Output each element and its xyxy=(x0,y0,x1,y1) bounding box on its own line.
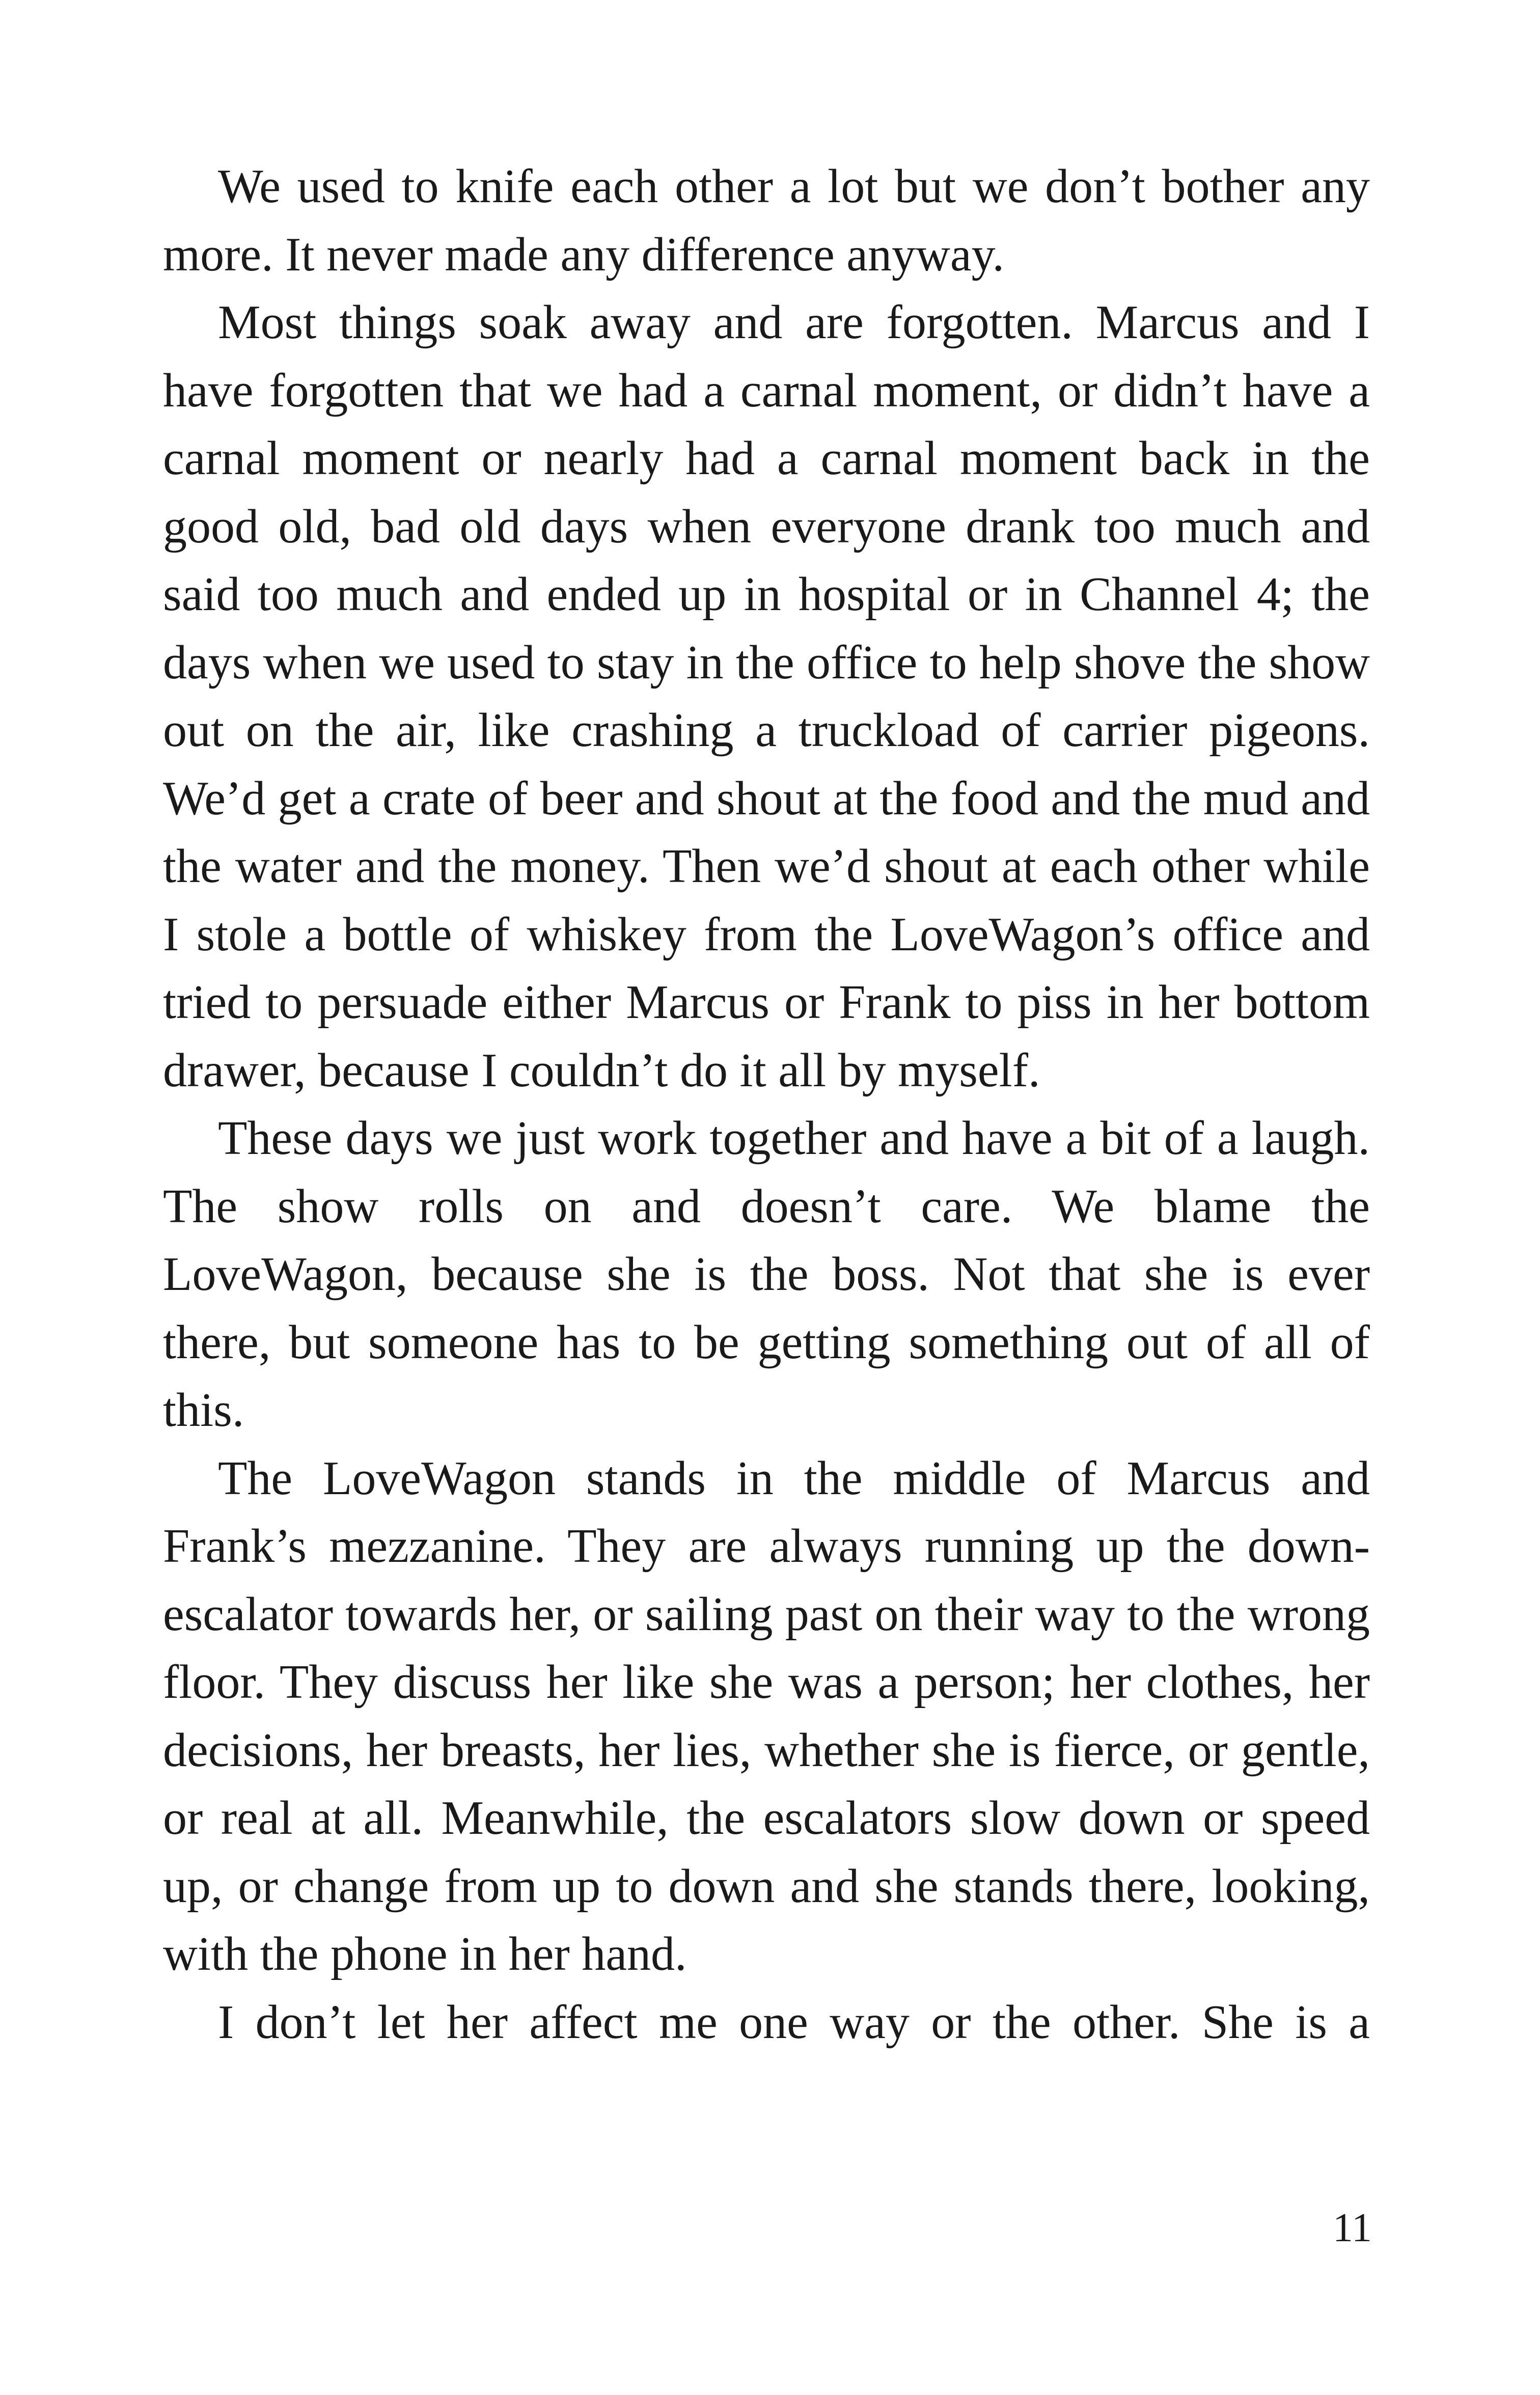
paragraph-2: Most things soak away and are forgotten. Marcus and I have forgotten that we had a carnal moment, or didn’t have a carnal moment or nearly had a carnal moment back in the good old, bad old days when everyone drank too much and said too much and ended up in hospital or in Channel 4; the days when we used to stay in the office to help shove the show out on the air, like crashing a truckload of carrier pigeons. We’d get a crate of beer and shout at the food and the mud and the water and the money. Then we’d shout at each other while I stole a bottle of whiskey from the LoveWagon’s office and tried to persuade either Marcus or Frank to piss in her bottom drawer, because I couldn’t do it all by myself. xyxy=(163,296,1370,1097)
page-number: 11 xyxy=(1332,2206,1372,2250)
paragraph-5: I don’t let her affect me one way or the other. She is a xyxy=(218,1995,1370,2049)
body-text xyxy=(163,153,1370,2056)
paragraph-4: The LoveWagon stands in the middle of Marcus and Frank’s mezzanine. They are always running up the down-escalator towards her, or sailing past on their way to the wrong floor. They discuss her like she was a person; her clothes, her decisions, her breasts, her lies, whether she is fierce, or gentle, or real at all. Meanwhile, the escalators slow down or speed up, or change from up to down and she stands there, looking, with the phone in her hand. xyxy=(163,1451,1370,1980)
paragraph-3: These days we just work together and have a bit of a laugh. The show rolls on and doesn’t care. We blame the LoveWagon, because she is the boss. Not that she is ever there, but someone has to be getting something out of all of this. xyxy=(163,1112,1370,1437)
paragraph-1: We used to knife each other a lot but we don’t bother any more. It never made any difference anyway. xyxy=(163,160,1370,281)
